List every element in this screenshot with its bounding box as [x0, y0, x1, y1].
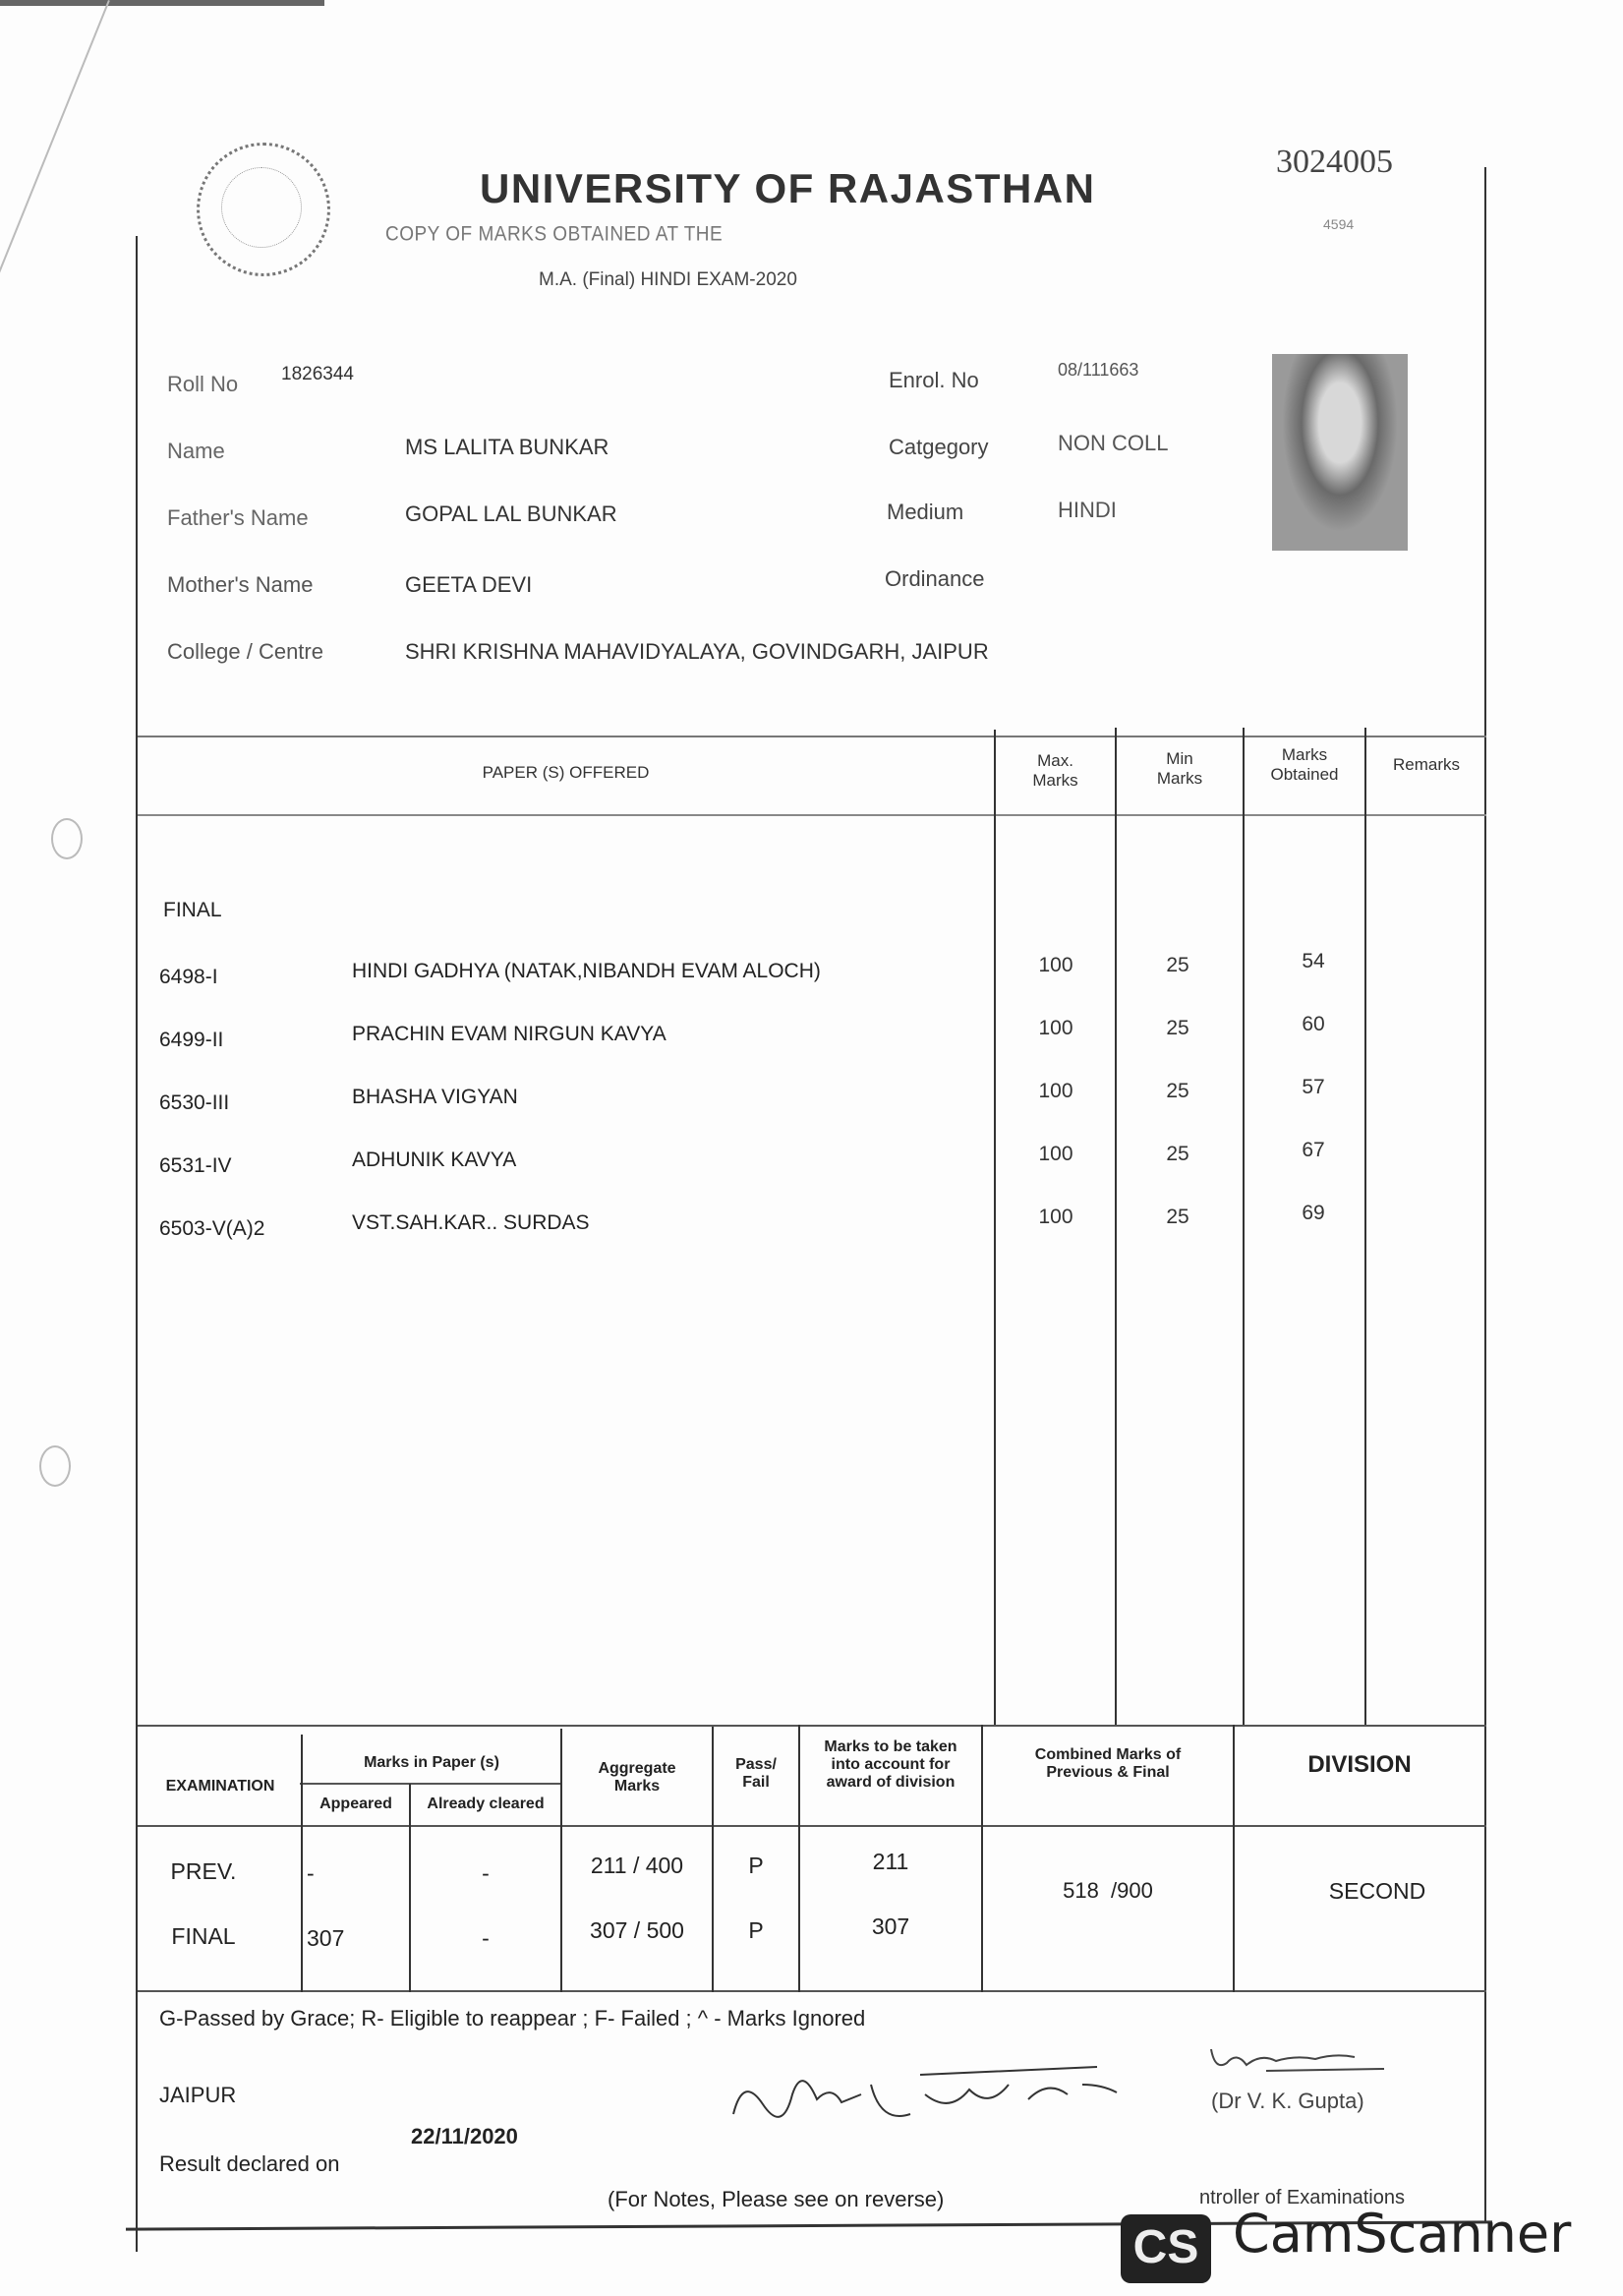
paper-min-marks: 25: [1166, 1017, 1189, 1039]
sh-examination: EXAMINATION: [165, 1778, 275, 1795]
paper-fold-line: [0, 0, 110, 439]
category-value: NON COLL: [1058, 431, 1169, 455]
header-min-marks: [1117, 749, 1243, 789]
paper-code: 6498-I: [159, 966, 218, 988]
paper-code: 6530-III: [159, 1091, 230, 1114]
sh-appeared: Appeared: [319, 1796, 392, 1812]
result-date: 22/11/2020: [411, 2124, 518, 2149]
paper-title: HINDI GADHYA (NATAK,NIBANDH EVAM ALOCH): [352, 960, 821, 982]
sh-pass-fail-line1: Pass/: [735, 1756, 777, 1773]
sh-aggregate: [562, 1760, 712, 1796]
sub-number: 4594: [1323, 216, 1355, 232]
summary-appeared: 307: [307, 1925, 345, 1951]
summary-pass-fail: P: [748, 1853, 764, 1878]
name-label: Name: [167, 439, 225, 463]
paper-max-marks: 100: [1038, 1080, 1073, 1102]
mother-label: Mother's Name: [167, 572, 314, 597]
paper-title: ADHUNIK KAVYA: [352, 1148, 517, 1171]
enrol-no-label: Enrol. No: [889, 368, 979, 392]
punch-hole-1: [51, 818, 83, 859]
roll-no-label: Roll No: [167, 372, 239, 396]
sh-marks-division: [800, 1738, 981, 1792]
section-label-final: FINAL: [163, 899, 222, 921]
scan-edge: [0, 0, 324, 6]
sh-aggregate-line2: Marks: [613, 1778, 661, 1795]
header-min-line2: Marks: [1156, 769, 1203, 788]
sh-division: DIVISION: [1307, 1751, 1412, 1778]
university-title: UNIVERSITY OF RAJASTHAN: [480, 165, 1096, 211]
controller-signature: [1207, 2041, 1404, 2081]
summary-exam: PREV.: [170, 1858, 237, 1884]
header-paper-offered: PAPER (S) OFFERED: [482, 763, 650, 782]
summary-cleared: -: [482, 1925, 490, 1951]
paper-max-marks: 100: [1038, 954, 1073, 976]
paper-code: 6503-V(A)2: [159, 1217, 265, 1240]
header-obtained-line2: Obtained: [1270, 765, 1339, 784]
notes-text: (For Notes, Please see on reverse): [608, 2187, 945, 2211]
sdiv-2: [409, 1784, 411, 1992]
summary-header-border: [138, 1825, 1486, 1827]
paper-obtained-marks: 69: [1302, 1202, 1325, 1224]
ordinance-label: Ordinance: [885, 566, 985, 591]
header-max-line1: Max.: [1037, 751, 1073, 770]
summary-division-marks: 307: [871, 1913, 910, 1939]
sh-combined-line2: Previous & Final: [1046, 1764, 1170, 1781]
father-value: GOPAL LAL BUNKAR: [405, 501, 617, 526]
sh-md-line3: award of division: [826, 1774, 956, 1791]
marks-in-paper-split: [300, 1783, 560, 1785]
col-divider-min: [1115, 728, 1117, 1725]
paper-obtained-marks: 67: [1302, 1139, 1325, 1161]
paper-obtained-marks: 57: [1302, 1076, 1325, 1098]
name-value: MS LALITA BUNKAR: [405, 435, 609, 459]
paper-min-marks: 25: [1166, 1206, 1189, 1228]
mother-value: GEETA DEVI: [405, 572, 533, 597]
summary-aggregate: 211 / 400: [590, 1853, 684, 1878]
summary-table-top-border: [138, 1725, 1486, 1727]
paper-obtained-marks: 54: [1302, 950, 1325, 972]
header-max-marks: [996, 751, 1115, 791]
enrol-no-value: 08/111663: [1058, 360, 1139, 380]
student-photo: [1272, 354, 1408, 551]
sh-pass-fail-line2: Fail: [742, 1774, 770, 1791]
medium-value: HINDI: [1058, 498, 1117, 522]
camscanner-logo-icon: CS: [1121, 2214, 1211, 2283]
college-label: College / Centre: [167, 639, 323, 664]
col-divider-remarks: [1364, 728, 1366, 1725]
summary-cleared: -: [482, 1860, 490, 1886]
college-value: SHRI KRISHNA MAHAVIDYALAYA, GOVINDGARH, JAIPUR: [405, 639, 989, 664]
summary-exam: FINAL: [171, 1923, 236, 1949]
controller-title: ntroller of Examinations: [1199, 2187, 1405, 2208]
paper-title: PRACHIN EVAM NIRGUN KAVYA: [352, 1023, 667, 1045]
paper-title: VST.SAH.KAR.. SURDAS: [352, 1211, 590, 1234]
sh-already-cleared: Already cleared: [427, 1796, 545, 1812]
col-divider-obtained: [1243, 728, 1245, 1725]
paper-obtained-marks: 60: [1302, 1013, 1325, 1035]
category-label: Catgegory: [889, 435, 989, 459]
paper-max-marks: 100: [1038, 1206, 1073, 1228]
paper-min-marks: 25: [1166, 954, 1189, 976]
legend-text: G-Passed by Grace; R- Eligible to reappear ; F- Failed ; ^ - Marks Ignored: [159, 2006, 866, 2031]
header-min-line1: Min: [1166, 749, 1193, 768]
punch-hole-2: [39, 1445, 71, 1487]
header-remarks: Remarks: [1392, 755, 1460, 774]
paper-max-marks: 100: [1038, 1017, 1073, 1039]
camscanner-watermark: CamScanner: [1233, 2203, 1572, 2265]
paper-code: 6531-IV: [159, 1154, 232, 1177]
exam-name: M.A. (Final) HINDI EXAM-2020: [539, 269, 797, 290]
signatory-name: (Dr V. K. Gupta): [1211, 2089, 1364, 2113]
place-text: JAIPUR: [159, 2083, 237, 2107]
paper-min-marks: 25: [1166, 1080, 1189, 1102]
sh-combined-line1: Combined Marks of: [1034, 1746, 1182, 1763]
medium-label: Medium: [887, 500, 964, 524]
paper-code: 6499-II: [159, 1029, 224, 1051]
father-label: Father's Name: [167, 505, 309, 530]
university-seal-icon: [197, 143, 330, 276]
sh-combined: [983, 1746, 1233, 1782]
header-obtained-line1: Marks: [1281, 745, 1328, 764]
result-declared-label: Result declared on: [159, 2151, 340, 2176]
roll-no-value: 1826344: [281, 364, 354, 384]
sh-marks-in-paper: Marks in Paper (s): [364, 1754, 499, 1771]
paper-title: BHASHA VIGYAN: [352, 1086, 518, 1108]
combined-marks-value: 518 /900: [1063, 1878, 1153, 1903]
summary-pass-fail: P: [748, 1917, 764, 1943]
summary-aggregate: 307 / 500: [590, 1917, 684, 1943]
frame-left-border: [136, 236, 138, 2252]
paper-max-marks: 100: [1038, 1143, 1073, 1165]
division-value: SECOND: [1328, 1878, 1426, 1904]
papers-table-top-border: [138, 736, 1486, 737]
summary-table-bottom-border: [138, 1990, 1486, 1992]
sh-md-line2: into account for: [831, 1756, 951, 1773]
sh-md-line1: Marks to be taken: [824, 1738, 957, 1755]
frame-right-border: [1484, 167, 1486, 2222]
header-marks-obtained: [1245, 745, 1364, 785]
serial-number: 3024005: [1276, 144, 1393, 180]
col-divider-max: [994, 730, 996, 1725]
document-subtitle: COPY OF MARKS OBTAINED AT THE: [385, 222, 724, 246]
papers-table-header-border: [138, 814, 1486, 816]
paper-min-marks: 25: [1166, 1143, 1189, 1165]
summary-appeared: -: [307, 1860, 315, 1886]
header-max-line2: Marks: [1032, 771, 1078, 790]
sdiv-1: [301, 1735, 303, 1992]
sh-aggregate-line1: Aggregate: [598, 1760, 676, 1777]
summary-division-marks: 211: [872, 1849, 909, 1874]
sh-pass-fail: [714, 1756, 798, 1792]
student-signature: [724, 2055, 1127, 2134]
